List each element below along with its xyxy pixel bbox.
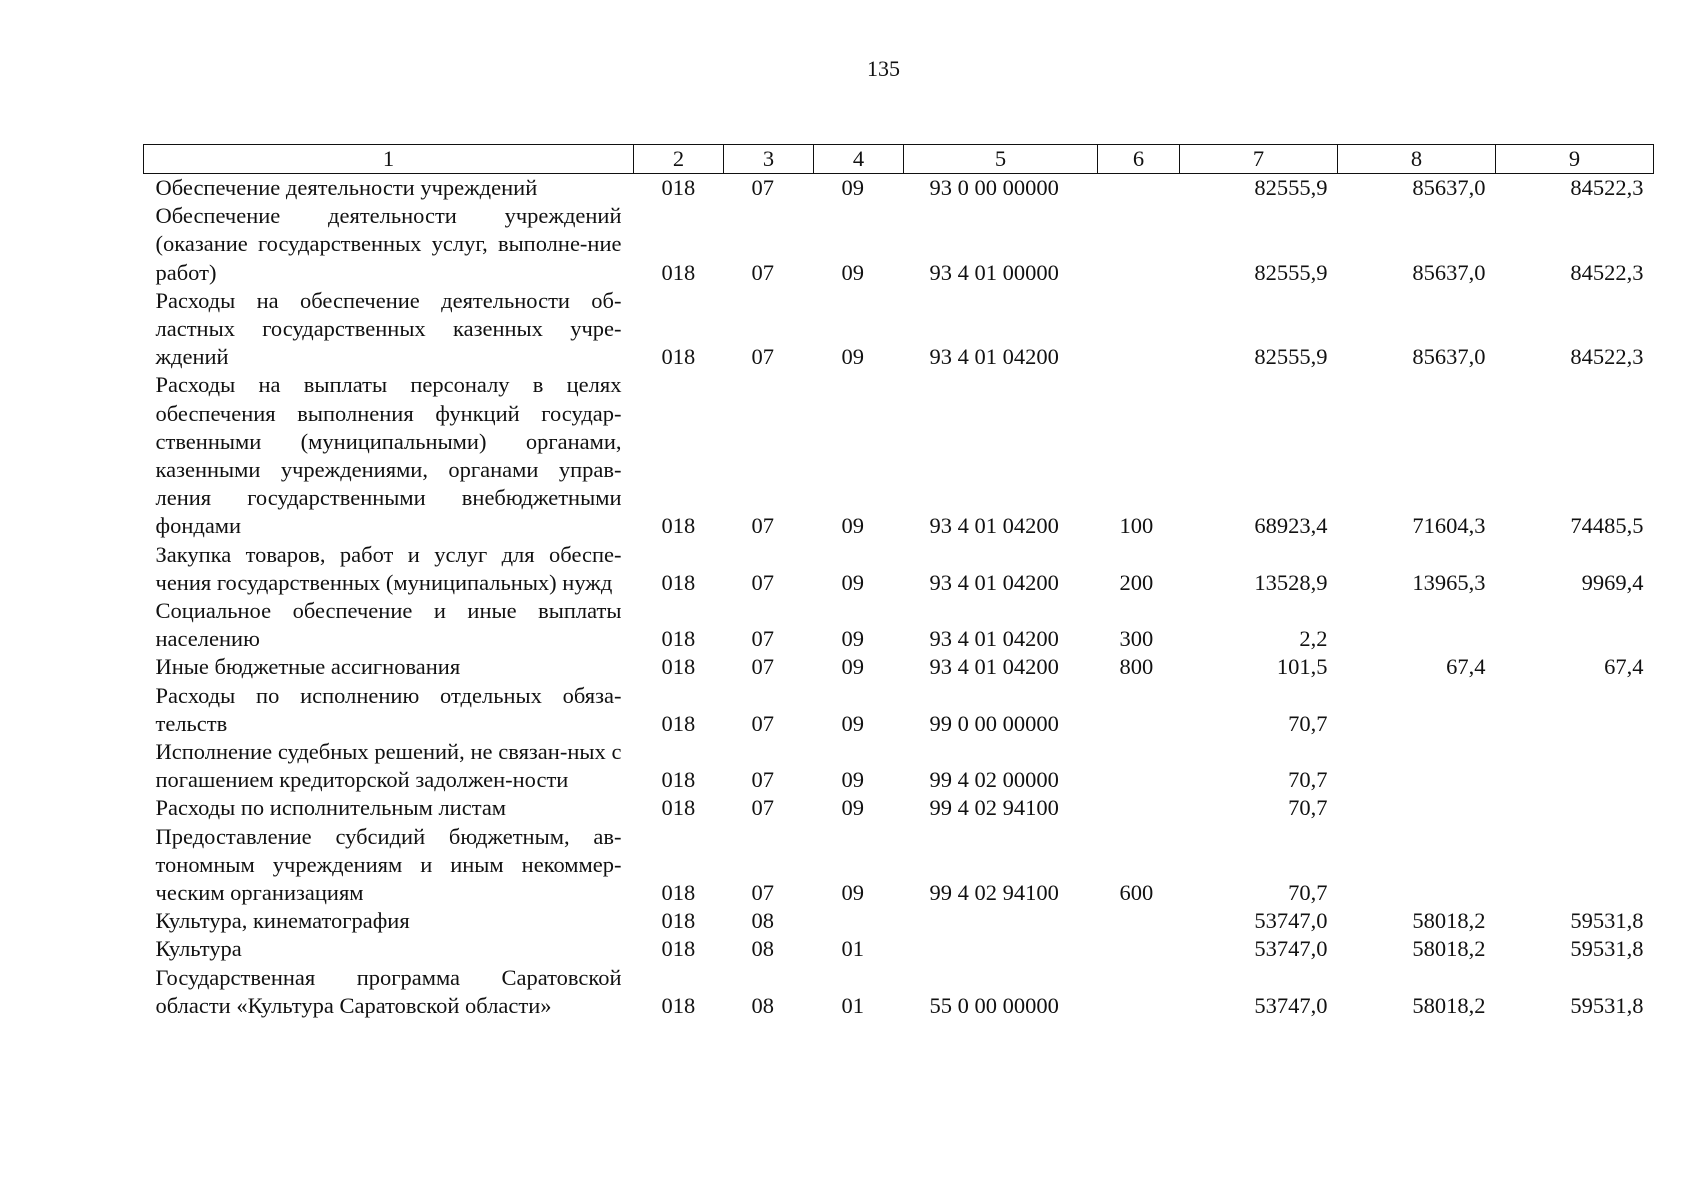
row-col-3: 07: [751, 710, 774, 736]
row-col-8: 85637,0: [1412, 344, 1486, 370]
row-col-2: 018: [661, 936, 696, 962]
row-col-7: 2,2: [1299, 626, 1328, 652]
row-name: Обеспечение деятельности учреждений (оказание государственных услуг, выполне-ние работ): [155, 203, 622, 285]
row-col-8: 13965,3: [1412, 569, 1486, 595]
row-col-2: 018: [661, 795, 696, 821]
row-col-7: 53747,0: [1254, 908, 1328, 934]
row-col-5: 99 4 02 00000: [929, 767, 1059, 793]
row-name: Расходы по исполнению отдельных обяза-тельств: [155, 682, 622, 736]
row-col-5: 93 4 01 00000: [929, 259, 1059, 285]
row-col-7: 70,7: [1288, 767, 1328, 793]
row-col-9: [1496, 823, 1654, 908]
row-name: Иные бюджетные ассигнования: [155, 654, 461, 680]
row-col-9: [1496, 738, 1654, 794]
row-col-6: [1098, 964, 1180, 1020]
row-col-7: 70,7: [1288, 710, 1328, 736]
row-col-9: 84522,3: [1570, 344, 1644, 370]
row-col-8: 71604,3: [1412, 513, 1486, 539]
row-col-4: 09: [841, 710, 864, 736]
row-col-9: 84522,3: [1570, 259, 1644, 285]
row-col-3: 07: [751, 175, 774, 200]
row-col-3: 07: [751, 513, 774, 539]
row-col-4: 09: [841, 569, 864, 595]
row-col-7: 53747,0: [1254, 936, 1328, 962]
row-col-6: 200: [1119, 569, 1154, 595]
table-row: [144, 653, 1654, 681]
row-col-3: 07: [751, 569, 774, 595]
row-col-4: 01: [841, 936, 864, 962]
row-col-4: 09: [841, 344, 864, 370]
table-header: [144, 145, 1654, 174]
page-number: 135: [867, 56, 900, 81]
row-col-5: [904, 935, 1098, 963]
row-name: Социальное обеспечение и иные выплаты населению: [155, 598, 622, 652]
row-col-8: [1338, 682, 1496, 738]
row-col-3: 08: [751, 908, 774, 934]
row-col-5: 93 4 01 04200: [929, 654, 1059, 680]
row-name: Расходы по исполнительным листам: [155, 795, 507, 821]
row-col-9: 74485,5: [1570, 513, 1644, 539]
row-col-2: 018: [661, 175, 696, 200]
header-col-3: 3: [724, 145, 814, 174]
row-col-2: 018: [661, 626, 696, 652]
row-col-3: 07: [751, 880, 774, 906]
row-col-3: 07: [751, 795, 774, 821]
row-col-4: 09: [841, 513, 864, 539]
row-col-3: 07: [751, 767, 774, 793]
row-col-6: [1098, 738, 1180, 794]
header-col-2: 2: [634, 145, 724, 174]
header-col-6: 6: [1098, 145, 1180, 174]
row-col-5: [904, 907, 1098, 935]
row-col-8: [1338, 794, 1496, 822]
row-col-9: 59531,8: [1570, 992, 1644, 1018]
row-col-4: 09: [841, 654, 864, 680]
row-col-2: 018: [661, 513, 696, 539]
row-col-4: 09: [841, 626, 864, 652]
table-row: [144, 794, 1654, 822]
row-col-5: 93 4 01 04200: [929, 344, 1059, 370]
row-col-5: 93 4 01 04200: [929, 626, 1059, 652]
header-col-1: 1: [144, 145, 634, 174]
row-col-2: 018: [661, 654, 696, 680]
row-col-7: 70,7: [1288, 880, 1328, 906]
row-col-7: 13528,9: [1254, 569, 1328, 595]
row-col-2: 018: [661, 880, 696, 906]
row-col-9: 59531,8: [1570, 908, 1644, 934]
table-row: [144, 907, 1654, 935]
row-col-8: 85637,0: [1412, 175, 1486, 200]
row-col-2: 018: [661, 569, 696, 595]
row-name: Культура: [155, 936, 242, 962]
row-col-7: 82555,9: [1254, 175, 1328, 200]
row-col-6: [1098, 682, 1180, 738]
row-col-9: [1496, 794, 1654, 822]
row-col-4: 09: [841, 175, 864, 200]
row-col-2: 018: [661, 259, 696, 285]
row-name: Предоставление субсидий бюджетным, ав-тономным учреждениям и иным некоммер-ческим организациям: [155, 823, 622, 906]
row-col-9: [1496, 597, 1654, 653]
row-col-2: 018: [661, 908, 696, 934]
row-col-8: [1338, 823, 1496, 908]
row-col-8: 67,4: [1446, 654, 1486, 680]
table-row: [144, 682, 1654, 738]
row-col-5: 93 0 00 00000: [929, 175, 1059, 200]
row-col-8: 85637,0: [1412, 259, 1486, 285]
row-name: Культура, кинематография: [155, 908, 410, 934]
row-col-4: 09: [841, 795, 864, 821]
table-row: [144, 823, 1654, 908]
row-col-8: [1338, 738, 1496, 794]
row-name: Расходы на обеспечение деятельности об-ластных государственных казенных учре-ждений: [155, 287, 622, 370]
row-col-6: 100: [1119, 513, 1154, 539]
table-row: [144, 174, 1654, 203]
row-name: Закупка товаров, работ и услуг для обеспе-чения государственных (муниципальных) нужд: [155, 541, 622, 595]
row-col-9: 9969,4: [1581, 569, 1644, 595]
row-col-8: 58018,2: [1412, 936, 1486, 962]
header-col-4: 4: [814, 145, 904, 174]
row-col-4: 01: [841, 992, 864, 1018]
row-col-9: [1496, 682, 1654, 738]
row-col-6: [1098, 174, 1180, 203]
row-col-6: 300: [1119, 626, 1154, 652]
row-name: Расходы на выплаты персоналу в целях обеспечения выполнения функций государ-ственными (муниципальными) органами, казенными учреждениями, органами управ-ления государственными внебюджетными фондами: [155, 372, 622, 539]
row-col-5: 99 0 00 00000: [929, 710, 1059, 736]
header-row: [144, 145, 1654, 174]
row-col-6: [1098, 287, 1180, 372]
row-col-7: 68923,4: [1254, 513, 1328, 539]
row-col-4: 09: [841, 259, 864, 285]
row-col-3: 07: [751, 259, 774, 285]
header-col-7: 7: [1180, 145, 1338, 174]
row-name: Исполнение судебных решений, не связан-ных с погашением кредиторской задолжен-ности: [155, 739, 622, 793]
row-col-5: 99 4 02 94100: [929, 795, 1059, 821]
table-row: [144, 738, 1654, 794]
row-col-3: 08: [751, 992, 774, 1018]
row-name: Обеспечение деятельности учреждений: [155, 175, 538, 200]
table-row: [144, 287, 1654, 372]
row-col-7: 82555,9: [1254, 344, 1328, 370]
row-col-3: 07: [751, 344, 774, 370]
row-col-9: 84522,3: [1570, 175, 1644, 200]
table-row: [144, 371, 1654, 540]
row-col-7: 70,7: [1288, 795, 1328, 821]
row-col-6: [1098, 907, 1180, 935]
table-row: [144, 935, 1654, 963]
row-col-7: 53747,0: [1254, 992, 1328, 1018]
row-name: Государственная программа Саратовской области «Культура Саратовской области»: [155, 964, 622, 1018]
row-col-8: 58018,2: [1412, 992, 1486, 1018]
row-col-7: 82555,9: [1254, 259, 1328, 285]
row-col-2: 018: [661, 992, 696, 1018]
row-col-2: 018: [661, 767, 696, 793]
row-col-5: 99 4 02 94100: [929, 880, 1059, 906]
row-col-2: 018: [661, 710, 696, 736]
row-col-6: [1098, 202, 1180, 287]
header-col-8: 8: [1338, 145, 1496, 174]
row-col-6: 800: [1119, 654, 1154, 680]
row-col-6: [1098, 794, 1180, 822]
row-col-6: [1098, 935, 1180, 963]
row-col-5: 55 0 00 00000: [929, 992, 1059, 1018]
row-col-9: 67,4: [1604, 654, 1644, 680]
row-col-8: 58018,2: [1412, 908, 1486, 934]
row-col-4: [814, 907, 904, 935]
row-col-2: 018: [661, 344, 696, 370]
table-body: [144, 174, 1654, 1021]
row-col-5: 93 4 01 04200: [929, 513, 1059, 539]
row-col-6: 600: [1119, 880, 1154, 906]
row-col-5: 93 4 01 04200: [929, 569, 1059, 595]
row-col-3: 07: [751, 626, 774, 652]
table-row: [144, 202, 1654, 287]
budget-table: [143, 144, 1654, 1020]
header-col-9: 9: [1496, 145, 1654, 174]
row-col-3: 08: [751, 936, 774, 962]
table-row: [144, 597, 1654, 653]
row-col-4: 09: [841, 767, 864, 793]
row-col-9: 59531,8: [1570, 936, 1644, 962]
header-col-5: 5: [904, 145, 1098, 174]
row-col-8: [1338, 597, 1496, 653]
row-col-7: 101,5: [1276, 654, 1328, 680]
row-col-3: 07: [751, 654, 774, 680]
table-row: [144, 964, 1654, 1020]
row-col-4: 09: [841, 880, 864, 906]
table-row: [144, 541, 1654, 597]
